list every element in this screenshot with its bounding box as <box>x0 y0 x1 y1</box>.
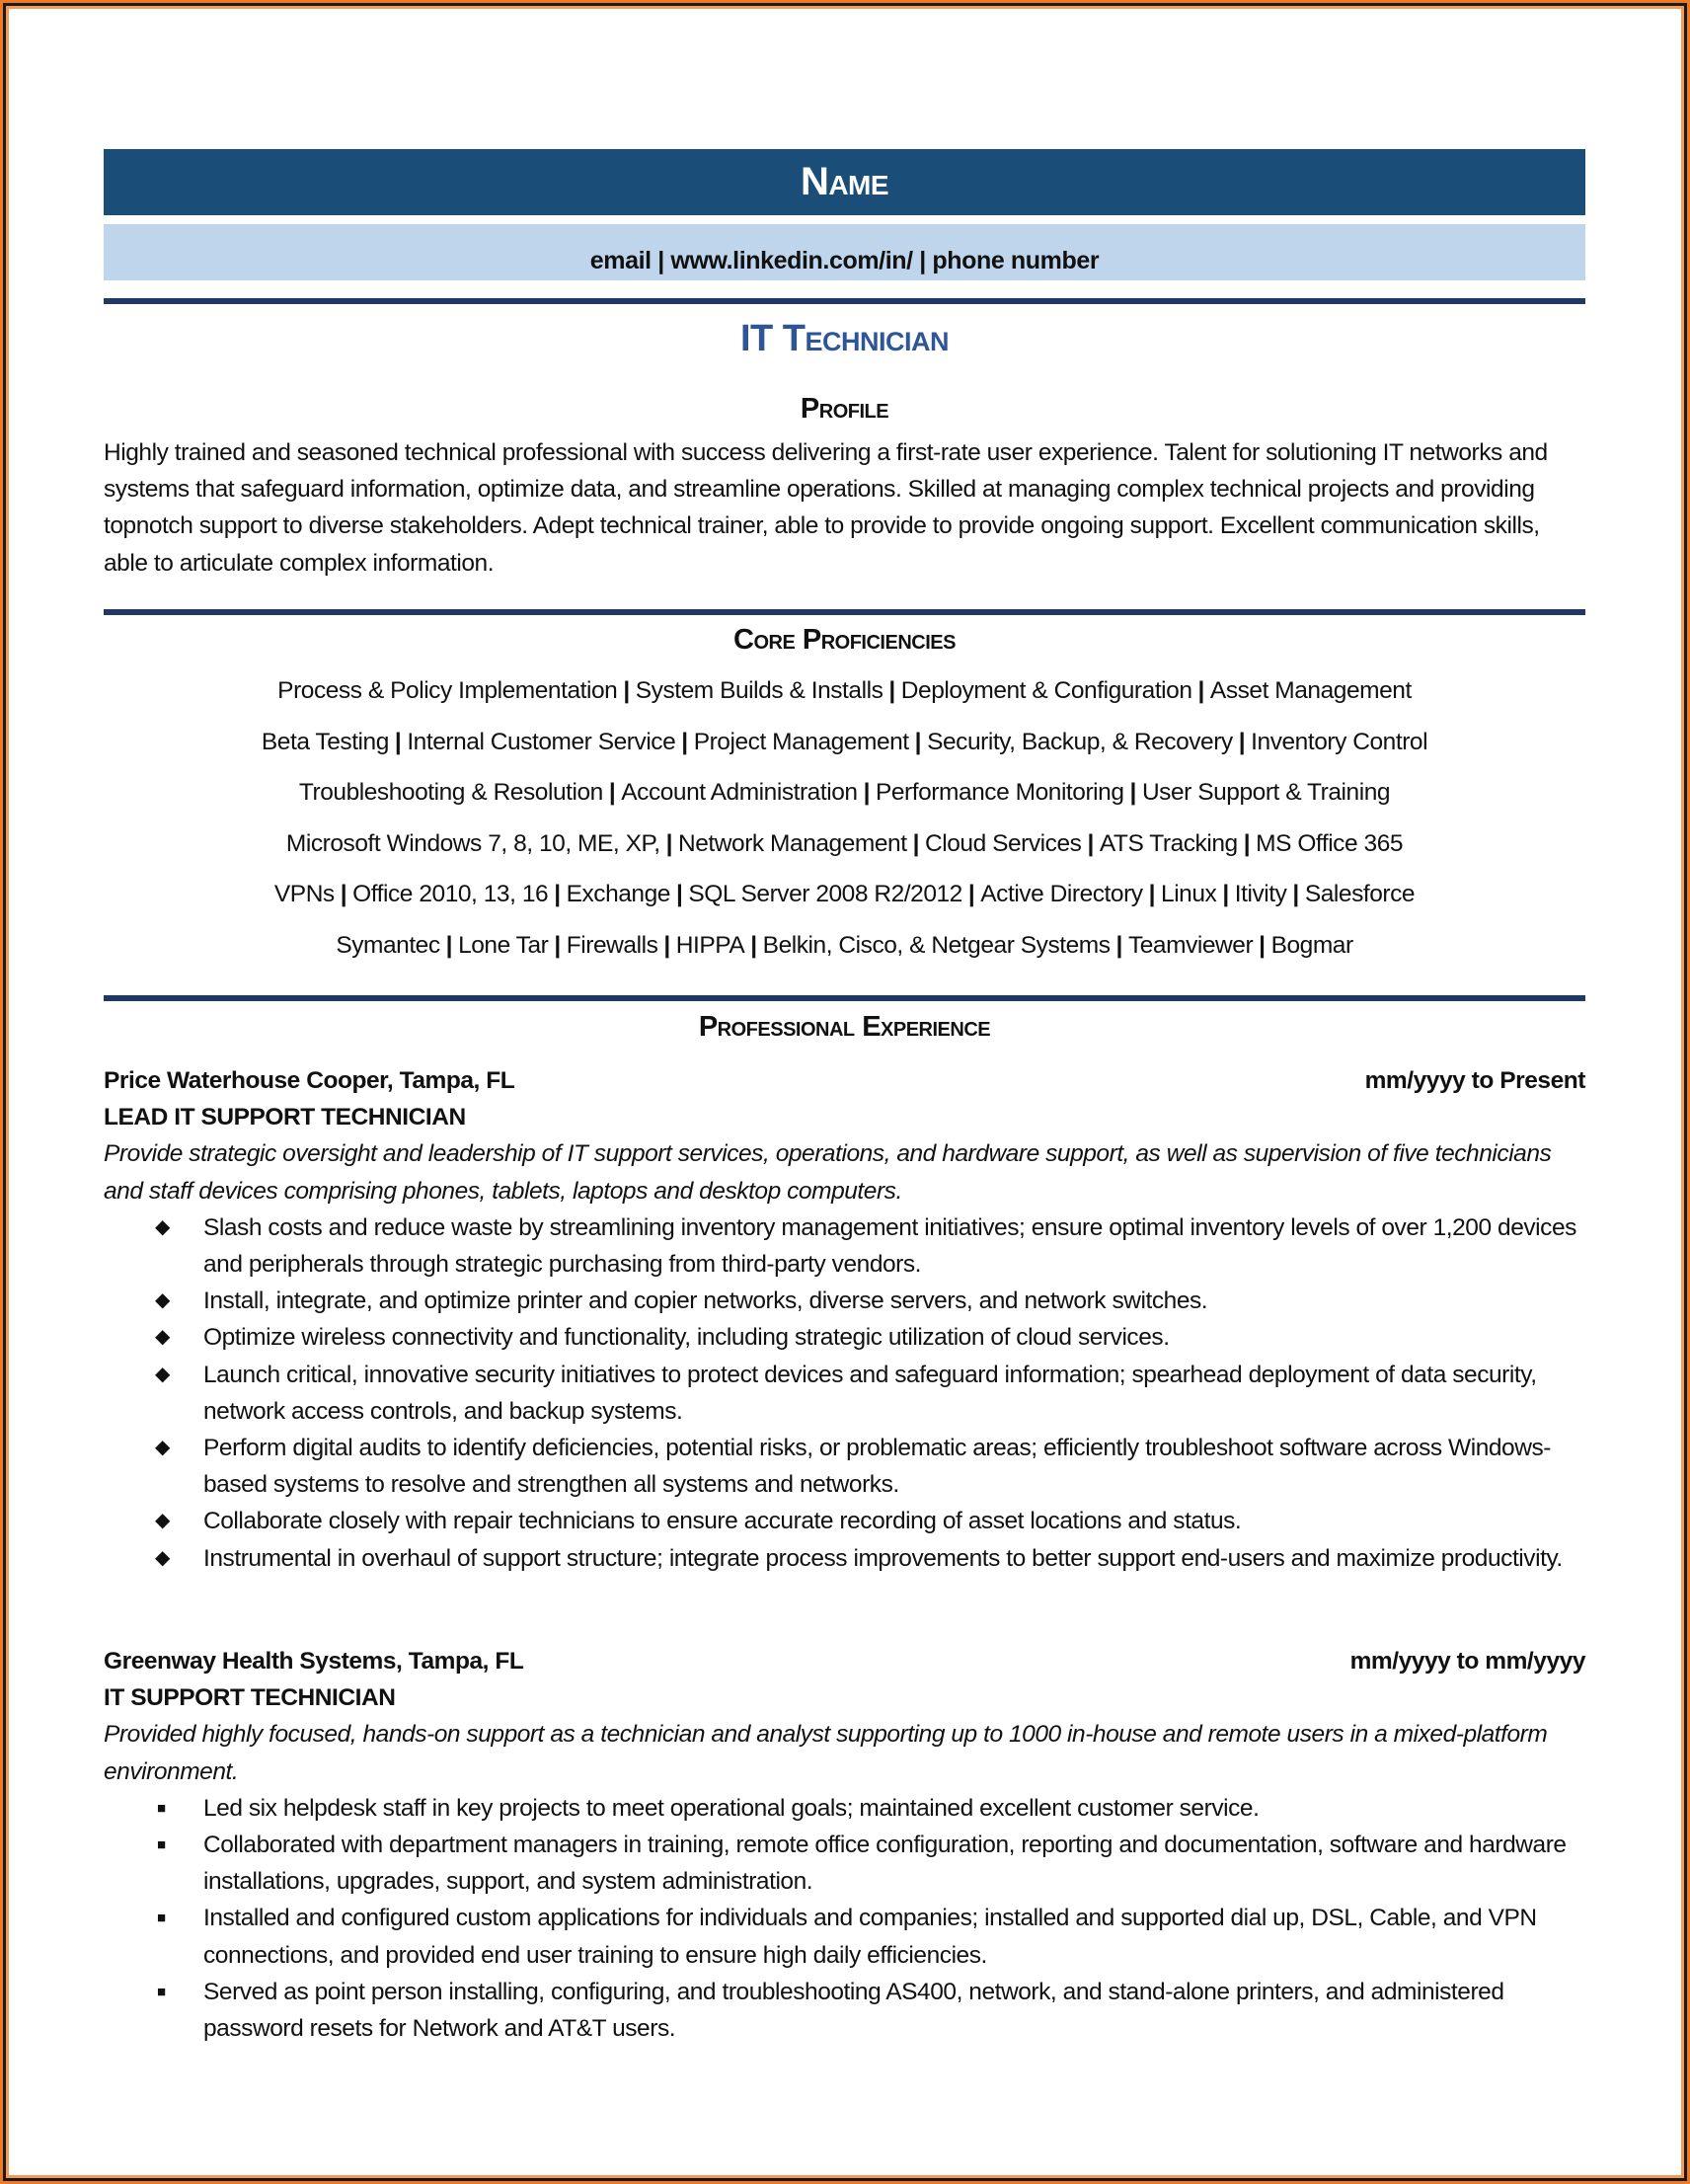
proficiency-item: Beta Testing <box>261 728 389 755</box>
proficiency-item: HIPPA <box>675 931 745 959</box>
proficiency-row <box>104 665 1585 717</box>
diamond-bullet-icon: ◆ <box>155 1289 170 1312</box>
separator: | <box>681 728 688 755</box>
separator: | <box>1259 931 1266 959</box>
separator: | <box>608 779 616 807</box>
job-header <box>104 1643 1585 1679</box>
separator: | <box>1148 881 1156 908</box>
proficiency-item: Process & Policy Implementation <box>277 677 618 704</box>
separator: | <box>1238 728 1246 755</box>
proficiency-row <box>104 819 1585 870</box>
proficiency-item: Linux <box>1161 881 1217 908</box>
separator: | <box>912 829 919 857</box>
square-bullet-icon: ■ <box>157 1836 166 1854</box>
proficiencies-heading-row <box>104 624 1585 657</box>
proficiency-item: Microsoft Windows 7, 8, 10, ME, XP, <box>285 829 660 857</box>
proficiency-item: Security, Backup, & Recovery <box>927 728 1233 755</box>
professional-experience-heading: Professional Experience <box>698 1011 991 1043</box>
proficiency-item: User Support & Training <box>1141 779 1391 807</box>
target-job-title: IT Technician <box>739 318 950 359</box>
separator: | <box>1243 829 1251 857</box>
bullet-item <box>104 1790 1585 1827</box>
bullet-text: Slash costs and reduce waste by streamlining inventory management initiatives; ensure optimal inventory levels of over 1,200 devices and peripherals through strategic purchasing from third-party vendors. <box>203 1213 1576 1279</box>
bullet-text: Collaborate closely with repair technicians to ensure accurate recording of asset locations and status. <box>203 1508 1242 1535</box>
separator: | <box>675 881 683 908</box>
bullet-text: Perform digital audits to identify deficiencies, potential risks, or problematic areas; efficiently troubleshoot software across Windows-based systems to resolve and strengthen all systems and networks. <box>203 1435 1551 1499</box>
name-banner <box>104 149 1585 215</box>
contact-info: email | www.linkedin.com/in/ | phone number <box>589 247 1100 274</box>
proficiency-item: Inventory Control <box>1251 728 1428 755</box>
job-role: LEAD IT SUPPORT TECHNICIAN <box>104 1104 466 1131</box>
section-divider <box>104 995 1585 1001</box>
proficiency-item: VPNs <box>273 881 335 908</box>
separator: | <box>554 931 561 959</box>
separator: | <box>888 677 895 704</box>
proficiency-item: Active Directory <box>980 881 1143 908</box>
separator: | <box>445 931 453 959</box>
experience-heading-row <box>104 1011 1585 1044</box>
bullet-text: Optimize wireless connectivity and functionality, including strategic utilization of cloud services. <box>203 1324 1170 1352</box>
section-divider <box>104 609 1585 615</box>
separator: | <box>1292 881 1299 908</box>
square-bullet-icon: ■ <box>157 1910 166 1927</box>
bullet-text: Installed and configured custom applications for individuals and companies; installed and supported dial up, DSL, Cable, and VPN connections, and provided end user training to ensure high daily efficiencies. <box>203 1905 1537 1969</box>
proficiency-item: Bogmar <box>1270 931 1353 959</box>
diamond-bullet-icon: ◆ <box>155 1437 170 1459</box>
proficiency-item: Belkin, Cisco, & Netgear Systems <box>762 931 1111 959</box>
separator: | <box>1129 779 1136 807</box>
proficiency-row <box>104 717 1585 768</box>
job-entry <box>104 1643 1585 2047</box>
bullet-text: Install, integrate, and optimize printer and copier networks, diverse servers, and network switches. <box>203 1287 1208 1315</box>
proficiency-item: Symantec <box>336 931 440 959</box>
separator: | <box>1087 829 1094 857</box>
profile-heading: Profile <box>800 393 889 425</box>
job-role: IT SUPPORT TECHNICIAN <box>104 1684 396 1712</box>
bullet-item <box>104 1319 1585 1356</box>
proficiency-item: Teamviewer <box>1127 931 1254 959</box>
core-proficiencies-heading: Core Proficiencies <box>733 624 956 656</box>
proficiency-item: Cloud Services <box>924 829 1082 857</box>
separator: | <box>665 829 672 857</box>
proficiency-row <box>104 869 1585 920</box>
separator: | <box>863 779 870 807</box>
proficiency-item: ATS Tracking <box>1099 829 1238 857</box>
separator: | <box>967 881 975 908</box>
job-bullets <box>104 1790 1585 2047</box>
separator: | <box>623 677 630 704</box>
job-entry <box>104 1062 1585 1577</box>
bullet-item <box>104 1974 1585 2047</box>
proficiency-item: Asset Management <box>1209 677 1412 704</box>
separator: | <box>554 881 561 908</box>
job-header <box>104 1062 1585 1099</box>
proficiency-item: Project Management <box>693 728 909 755</box>
proficiency-item: Office 2010, 13, 16 <box>352 881 549 908</box>
proficiency-row <box>104 767 1585 819</box>
bullet-item <box>104 1827 1585 1900</box>
proficiency-item: Salesforce <box>1304 881 1416 908</box>
job-summary: Provide strategic oversight and leadership of IT support services, operations, and hardware support, as well as supervision of five technicians and staff devices comprising phones, tablets, laptops and desktop computers. <box>104 1140 1552 1205</box>
bullet-text: Collaborated with department managers in training, remote office configuration, reporting and documentation, software and hardware installations, upgrades, support, and system administration. <box>203 1832 1567 1896</box>
target-title-row <box>104 318 1585 360</box>
bullet-item <box>104 1357 1585 1430</box>
bullet-item <box>104 1540 1585 1577</box>
proficiency-item: Exchange <box>566 881 670 908</box>
candidate-name: Name <box>800 160 889 203</box>
proficiency-item: Troubleshooting & Resolution <box>298 779 603 807</box>
separator: | <box>340 881 347 908</box>
bullet-item <box>104 1900 1585 1973</box>
proficiency-item: Lone Tar <box>458 931 549 959</box>
separator: | <box>750 931 757 959</box>
separator: | <box>1222 881 1229 908</box>
diamond-bullet-icon: ◆ <box>155 1510 170 1532</box>
job-summary: Provided highly focused, hands-on support as a technician and analyst supporting up to 1000 in-house and remote users in a mixed-platform environment. <box>104 1721 1548 1785</box>
proficiencies-list <box>104 665 1585 972</box>
proficiency-item: Performance Monitoring <box>875 779 1124 807</box>
proficiency-item: MS Office 365 <box>1256 829 1404 857</box>
job-dates: mm/yyyy to Present <box>1364 1067 1585 1094</box>
job-dates: mm/yyyy to mm/yyyy <box>1349 1648 1585 1675</box>
bullet-text: Launch critical, innovative security initiatives to protect devices and safeguard information; spearhead deployment of data security, network access controls, and backup systems. <box>203 1361 1537 1425</box>
square-bullet-icon: ■ <box>157 1983 166 2000</box>
proficiency-item: SQL Server 2008 R2/2012 <box>688 881 962 908</box>
bullet-text: Instrumental in overhaul of support structure; integrate process improvements to better support end-users and maximize productivity. <box>203 1544 1563 1572</box>
company-name: Greenway Health Systems, Tampa, FL <box>104 1648 524 1675</box>
separator: | <box>914 728 922 755</box>
separator: | <box>1115 931 1122 959</box>
company-name: Price Waterhouse Cooper, Tampa, FL <box>104 1067 515 1094</box>
profile-heading-row <box>104 393 1585 426</box>
square-bullet-icon: ■ <box>157 1799 166 1817</box>
bullet-item <box>104 1430 1585 1503</box>
diamond-bullet-icon: ◆ <box>155 1546 170 1569</box>
section-divider <box>104 298 1585 304</box>
bullet-item <box>104 1209 1585 1283</box>
job-bullets <box>104 1209 1585 1577</box>
proficiency-row <box>104 920 1585 972</box>
bullet-text: Served as point person installing, configuring, and troubleshooting AS400, network, and stand-alone printers, and administered password resets for Network and AT&T users. <box>203 1978 1504 2043</box>
proficiency-item: Network Management <box>678 829 907 857</box>
separator: | <box>394 728 402 755</box>
proficiency-item: Itivity <box>1234 881 1287 908</box>
diamond-bullet-icon: ◆ <box>155 1326 170 1349</box>
profile-text: Highly trained and seasoned technical professional with success delivering a first-rate user experience. Talent for solutioning IT networks and systems that safeguard information, optimize data, and streamline operations. Skilled at managing complex technical projects and providing topnotch support to diverse stakeholders. Adept technical trainer, able to provide to provide ongoing support. Excellent communication skills, able to articulate complex information. <box>104 439 1548 577</box>
proficiency-item: System Builds & Installs <box>635 677 883 704</box>
bullet-item <box>104 1283 1585 1319</box>
proficiency-item: Deployment & Configuration <box>900 677 1192 704</box>
bullet-item <box>104 1503 1585 1539</box>
contact-banner <box>104 224 1585 280</box>
diamond-bullet-icon: ◆ <box>155 1363 170 1385</box>
proficiency-item: Firewalls <box>566 931 658 959</box>
separator: | <box>1197 677 1204 704</box>
separator: | <box>663 931 670 959</box>
proficiency-item: Internal Customer Service <box>407 728 676 755</box>
bullet-text: Led six helpdesk staff in key projects to meet operational goals; maintained excellent customer service. <box>203 1794 1260 1822</box>
proficiency-item: Account Administration <box>621 779 858 807</box>
diamond-bullet-icon: ◆ <box>155 1215 170 1238</box>
